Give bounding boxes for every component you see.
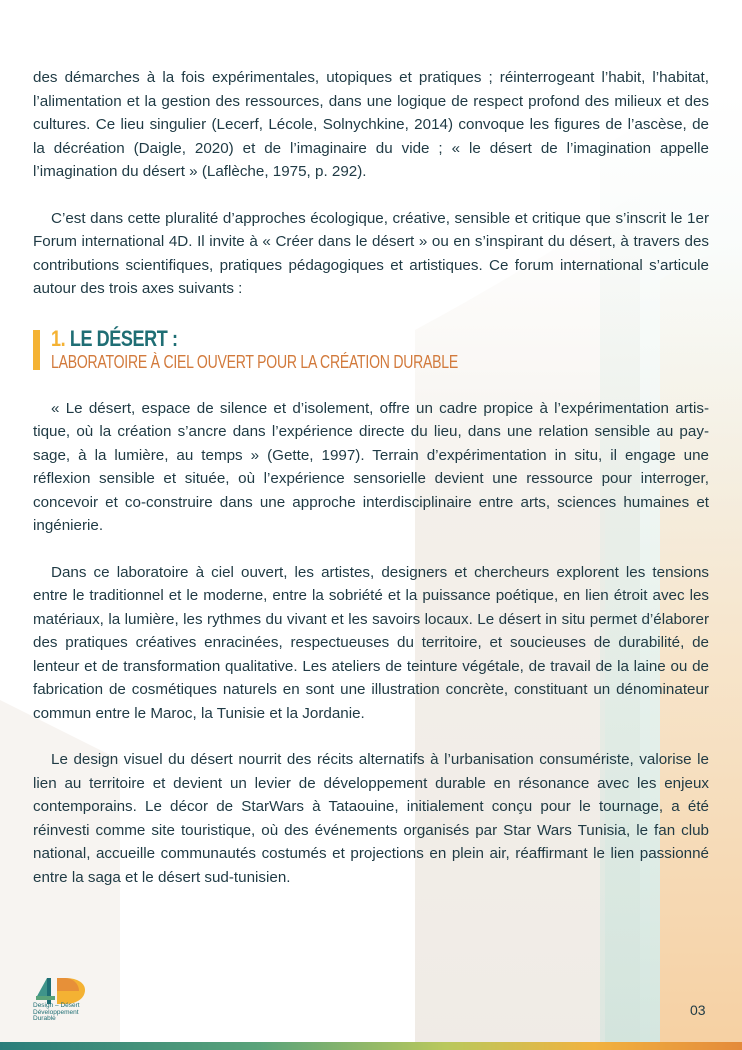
section-title-text: LE DÉSERT : [69,325,178,351]
page-content [33,66,709,889]
bottom-color-stripe [0,1042,742,1050]
intro-paragraph-2: C’est dans cette pluralité d’approches écologique, créative, sensible et critique que s’inscrit le 1er Forum international 4D. Il invite à « Créer dans le désert » ou en s’inspirant du désert, à travers des contributions scientifiques, pratiques pédagogiques et artistiques. Ce forum international s’articule autour des trois axes suivants : [33,209,709,297]
section-title [51,327,591,351]
section-subtitle: LABORATOIRE À CIEL OUVERT POUR LA CRÉATION DURABLE [51,351,459,372]
intro-paragraph-1: des démarches à la fois expérimentales, utopiques et pratiques ; réinterrogeant l’habit, l’habitat, l’alimentation et la gestion des ressources, dans une logique de respect profond des milieux et des cultures. Ce lieu singulier (Lecerf, Lécole, Solnychkine, 2014) convoque les figures de l’ascèse, de la décréation (Daigle, 2020) et de l’imaginaire du vide ; « le désert de l’imagination appelle l’imagination du désert » (Laflèche, 1975, p. 292). [33,69,709,180]
section-paragraph-1: « Le désert, espace de silence et d’isolement, offre un cadre propice à l’expérimentation artistique, où la création s’ancre dans l’expérience directe du lieu, dans une relation sensible au paysage, à la lumière, au temps » (Gette, 1997). Terrain d’expérimentation in situ, il engage une réflexion sensible et située, où l’expérience sensorielle devient une ressource pour interroger, concevoir et co-construire dans une approche interdisciplinaire entre arts, sciences humaines et ingénierie. [33,399,709,534]
section-paragraph-2: Dans ce laboratoire à ciel ouvert, les artistes, designers et chercheurs explorent les tensions entre le traditionnel et le moderne, entre la sobriété et la puissance poétique, en lien étroit avec les matériaux, la lumière, les rythmes du vivant et les savoirs locaux. Le désert in situ permet d’élaborer des pratiques créatives enracinées, respectueuses du territoire, et soucieuses de durabilité, de lenteur et de transformation qualitative. Les ateliers de teinture végétale, de travail de la laine ou de fabrication de cosmétiques naturels en sont une illustration concrète, constituant un dénominateur commun entre le Maroc, la Tunisie et la Jordanie. [33,563,709,722]
section-number: 1. [51,325,66,351]
logo-line-2: Développement [33,1008,79,1016]
section-heading [33,327,709,373]
logo-line-3: Durable [33,1015,56,1022]
page-number: 03 [690,1002,706,1018]
heading-accent-bar [33,330,40,370]
section-paragraph-3: Le design visuel du désert nourrit des récits alternatifs à l’urbanisation consumériste, valorise le lien au territoire et devient un levier de développement durable en résonance avec les enjeux contemporains. Le décor de StarWars à Tataouine, initialement conçu pour le tournage, a été réinvesti comme site touristique, où des événements organisés par Star Wars Tunisia, le fan club national, accueille communautés costumés et projections en plein air, réaffirmant le lien passionné entre la saga et le désert sud-tunisien. [33,751,709,886]
logo-caption [33,1003,80,1023]
logo-line-1: Design – Désert [33,1002,80,1009]
